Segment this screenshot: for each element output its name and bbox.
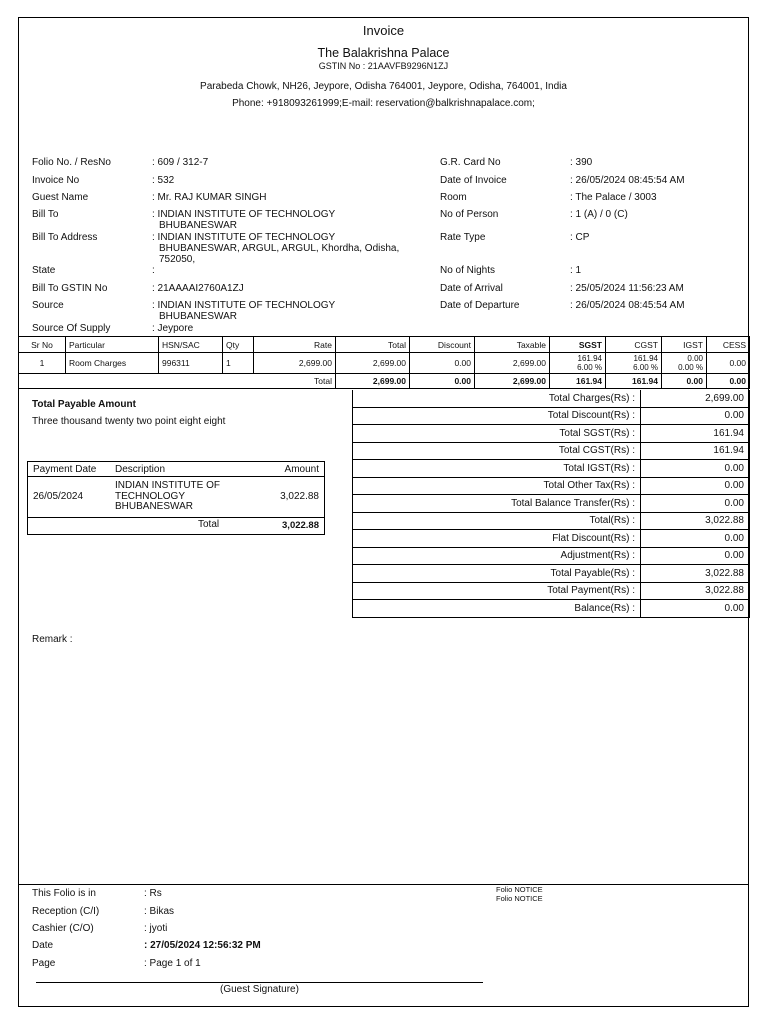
invoice-no-value: : 532: [152, 175, 175, 186]
col-rate: Rate: [254, 337, 336, 353]
payment-total-label: Total: [198, 519, 220, 530]
bill-to-address-value: : INDIAN INSTITUTE OF TECHNOLOGY: [152, 232, 336, 243]
payment-total-value: 3,022.88: [282, 520, 319, 531]
summary-value: 0.00: [641, 460, 750, 478]
items-total-cgst: 161.94: [606, 374, 662, 389]
payment-date: 26/05/2024: [33, 491, 84, 502]
summary-value: 0.00: [641, 407, 750, 425]
items-total-label: Total: [19, 374, 336, 389]
item-cess: 0.00: [707, 353, 750, 374]
summary-row: [353, 565, 750, 583]
summary-row: [353, 425, 750, 443]
items-total-total: 2,699.00: [336, 374, 410, 389]
summary-value: 3,022.88: [641, 582, 750, 600]
folio-value: : 609 / 312-7: [152, 157, 209, 168]
room-value: : The Palace / 3003: [570, 192, 657, 203]
summary-value: 161.94: [641, 442, 750, 460]
item-cgst: [606, 353, 662, 374]
summary-row: [353, 442, 750, 460]
summary-row: [353, 582, 750, 600]
items-total-discount: 0.00: [410, 374, 475, 389]
invoice-date-value: : 26/05/2024 08:45:54 AM: [570, 175, 685, 186]
col-cgst: CGST: [606, 337, 662, 353]
source-value-line2: BHUBANESWAR: [159, 311, 237, 322]
folio-notice-1: Folio NOTICE: [496, 885, 543, 894]
arrival-label: Date of Arrival: [440, 283, 503, 294]
reception-label: Reception (C/I): [32, 906, 100, 917]
guest-signature-label: (Guest Signature): [220, 984, 299, 995]
payment-desc-line1: INDIAN INSTITUTE OF: [115, 480, 220, 491]
persons-value: : 1 (A) / 0 (C): [570, 209, 628, 220]
payable-title: Total Payable Amount: [32, 399, 136, 410]
summary-row: [353, 477, 750, 495]
bill-to-address-line3: 752050,: [159, 254, 196, 265]
summary-label: Total Payable(Rs) :: [353, 565, 641, 583]
payment-desc-line3: BHUBANESWAR: [115, 501, 193, 512]
payment-desc: [115, 481, 220, 513]
print-date-value: : 27/05/2024 12:56:32 PM: [144, 940, 261, 951]
summary-label: Total Discount(Rs) :: [353, 407, 641, 425]
col-sr-no: Sr No: [19, 337, 66, 353]
col-particular: Particular: [66, 337, 159, 353]
summary-value: 3,022.88: [641, 565, 750, 583]
summary-value: 0.00: [641, 477, 750, 495]
source-value: : INDIAN INSTITUTE OF TECHNOLOGY: [152, 300, 336, 311]
item-igst-pct: 0.00 %: [678, 363, 703, 372]
payment-desc-header: Description: [115, 464, 166, 475]
guest-name-label: Guest Name: [32, 192, 89, 203]
invoice-no-label: Invoice No: [32, 175, 80, 186]
payable-words: Three thousand twenty two point eight eight: [32, 416, 226, 427]
items-header-row: [19, 337, 750, 353]
gr-card-label: G.R. Card No: [440, 157, 501, 168]
item-sgst-amount: 161.94: [577, 354, 602, 363]
summary-label: Flat Discount(Rs) :: [353, 530, 641, 548]
item-igst: [662, 353, 707, 374]
footer-divider: [18, 884, 749, 885]
item-hsn: 996311: [159, 353, 223, 374]
bill-to-address-line2: BHUBANESWAR, ARGUL, ARGUL, Khordha, Odisha,: [159, 243, 400, 254]
items-total-taxable: 2,699.00: [475, 374, 550, 389]
folio-currency-value: : Rs: [144, 888, 162, 899]
summary-label: Total Balance Transfer(Rs) :: [353, 495, 641, 513]
summary-value: 0.00: [641, 495, 750, 513]
source-supply-value: : Jeypore: [152, 323, 194, 334]
summary-row: [353, 407, 750, 425]
arrival-value: : 25/05/2024 11:56:23 AM: [570, 283, 684, 294]
item-sgst: [550, 353, 606, 374]
summary-row: [353, 390, 750, 407]
summary-row: [353, 600, 750, 618]
summary-row: [353, 547, 750, 565]
col-qty: Qty: [223, 337, 254, 353]
source-label: Source: [32, 300, 64, 311]
summary-label: Total IGST(Rs) :: [353, 460, 641, 478]
hotel-name: The Balakrishna Palace: [317, 46, 450, 60]
folio-currency-label: This Folio is in: [32, 888, 96, 899]
source-supply-label: Source Of Supply: [32, 323, 111, 334]
persons-label: No of Person: [440, 209, 499, 220]
summary-label: Adjustment(Rs) :: [353, 547, 641, 565]
departure-value: : 26/05/2024 08:45:54 AM: [570, 300, 685, 311]
bill-gstin-value: : 21AAAAI2760A1ZJ: [152, 283, 244, 294]
page-label: Page: [32, 958, 56, 969]
payment-desc-line2: TECHNOLOGY: [115, 490, 186, 502]
item-total: 2,699.00: [336, 353, 410, 374]
state-label: State: [32, 265, 56, 276]
invoice-date-label: Date of Invoice: [440, 175, 507, 186]
summary-label: Balance(Rs) :: [353, 600, 641, 618]
summary-label: Total Other Tax(Rs) :: [353, 477, 641, 495]
gr-card-value: : 390: [570, 157, 593, 168]
cashier-value: : jyoti: [144, 923, 168, 934]
payment-total-divider: [28, 517, 324, 518]
col-sgst: SGST: [550, 337, 606, 353]
summary-value: 2,699.00: [641, 390, 750, 407]
remark-label: Remark :: [32, 634, 73, 645]
folio-label: Folio No. / ResNo: [32, 157, 111, 168]
invoice-title: Invoice: [362, 23, 405, 38]
item-particular: Room Charges: [66, 353, 159, 374]
summary-row: [353, 495, 750, 513]
item-cgst-amount: 161.94: [633, 354, 658, 363]
summary-value: 161.94: [641, 425, 750, 443]
folio-notice-2: Folio NOTICE: [496, 894, 543, 903]
bill-to-address-label: Bill To Address: [32, 232, 98, 243]
payment-amount-header: Amount: [284, 464, 319, 475]
payment-date-header: Payment Date: [33, 464, 97, 475]
hotel-gstin: GSTIN No : 21AAVFB9296N1ZJ: [318, 61, 449, 71]
summary-row: [353, 512, 750, 530]
summary-table: [352, 390, 750, 618]
summary-value: 0.00: [641, 547, 750, 565]
col-cess: CESS: [707, 337, 750, 353]
guest-name-value: : Mr. RAJ KUMAR SINGH: [152, 192, 267, 203]
hotel-contact: Phone: +918093261999;E-mail: reservation@balkrishnapalace.com;: [232, 98, 535, 109]
page-value: : Page 1 of 1: [144, 958, 201, 969]
payment-header-divider: [28, 476, 324, 477]
summary-row: [353, 460, 750, 478]
items-total-igst: 0.00: [662, 374, 707, 389]
item-qty: 1: [223, 353, 254, 374]
summary-label: Total Payment(Rs) :: [353, 582, 641, 600]
items-total-cess: 0.00: [707, 374, 750, 389]
items-total-row: [19, 374, 750, 389]
signature-line: [36, 982, 483, 983]
summary-value: 3,022.88: [641, 512, 750, 530]
item-cgst-pct: 6.00 %: [633, 363, 658, 372]
room-label: Room: [440, 192, 467, 203]
rate-type-value: : CP: [570, 232, 590, 243]
summary-label: Total Charges(Rs) :: [353, 390, 641, 407]
summary-value: 0.00: [641, 600, 750, 618]
col-taxable: Taxable: [475, 337, 550, 353]
cashier-label: Cashier (C/O): [32, 923, 94, 934]
col-total: Total: [336, 337, 410, 353]
table-row: [19, 353, 750, 374]
payment-table: [27, 461, 325, 535]
bill-to-value-line2: BHUBANESWAR: [159, 220, 237, 231]
nights-label: No of Nights: [440, 265, 496, 276]
bill-to-label: Bill To: [32, 209, 59, 220]
item-rate: 2,699.00: [254, 353, 336, 374]
nights-value: : 1: [570, 265, 582, 276]
item-sgst-pct: 6.00 %: [577, 363, 602, 372]
summary-label: Total CGST(Rs) :: [353, 442, 641, 460]
departure-label: Date of Departure: [440, 300, 520, 311]
bill-gstin-label: Bill To GSTIN No: [32, 283, 108, 294]
item-sr: 1: [19, 353, 66, 374]
items-table: [18, 336, 750, 389]
items-total-sgst: 161.94: [550, 374, 606, 389]
bill-to-value: : INDIAN INSTITUTE OF TECHNOLOGY: [152, 209, 336, 220]
summary-label: Total(Rs) :: [353, 512, 641, 530]
reception-value: : Bikas: [144, 906, 175, 917]
item-taxable: 2,699.00: [475, 353, 550, 374]
col-igst: IGST: [662, 337, 707, 353]
summary-row: [353, 530, 750, 548]
item-discount: 0.00: [410, 353, 475, 374]
payment-amount: 3,022.88: [280, 491, 319, 502]
summary-value: 0.00: [641, 530, 750, 548]
summary-label: Total SGST(Rs) :: [353, 425, 641, 443]
state-value: :: [152, 265, 155, 276]
col-discount: Discount: [410, 337, 475, 353]
hotel-address: Parabeda Chowk, NH26, Jeypore, Odisha 764001, Jeypore, Odisha, 764001, India: [200, 81, 567, 92]
col-hsn: HSN/SAC: [159, 337, 223, 353]
print-date-label: Date: [32, 940, 54, 951]
rate-type-label: Rate Type: [440, 232, 486, 243]
item-igst-amount: 0.00: [687, 354, 703, 363]
